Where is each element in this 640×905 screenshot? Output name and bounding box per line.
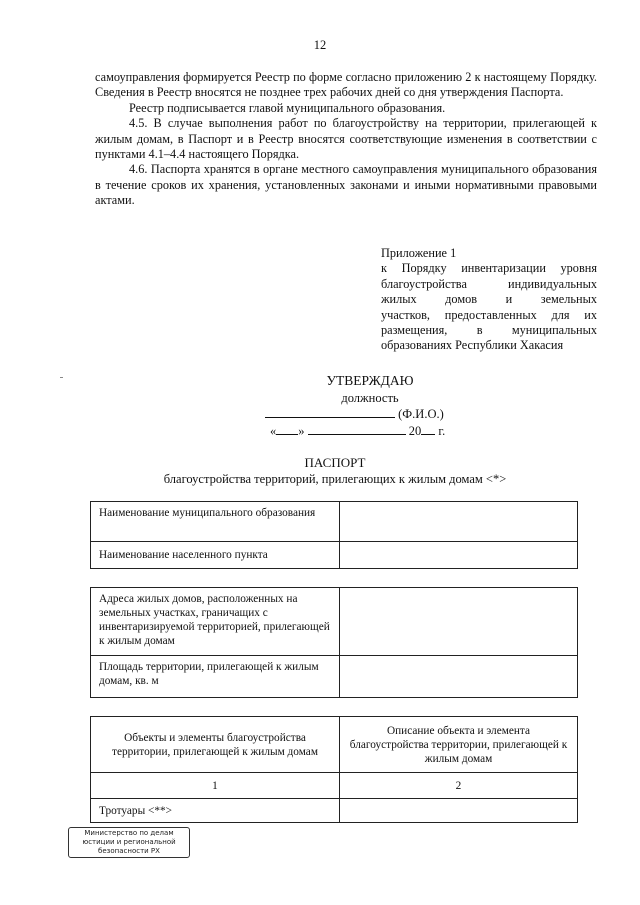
appendix-line: благоустройства индивидуальных <box>381 276 597 291</box>
elements-table <box>90 716 578 823</box>
settlement-value <box>340 542 578 569</box>
column-header-objects: Объекты и элементы благоустройства территории, прилегающей к жилым домам <box>91 717 340 773</box>
appendix-line: размещения, в муниципальных <box>381 323 597 338</box>
paragraph-registry-signing: Реестр подписывается главой муниципального образования. <box>129 100 446 115</box>
appendix-title: Приложение 1 <box>381 246 457 260</box>
stamp-line: безопасности РХ <box>98 847 160 855</box>
signature-blank <box>265 406 395 418</box>
table-cell-label: Адреса жилых домов, расположенных на земельных участках, граничащих с инвентаризируемой территорией, прилегающей к жилым домам <box>91 588 340 656</box>
body-text <box>95 70 597 209</box>
table-row <box>91 542 578 569</box>
month-blank <box>308 423 406 435</box>
column-number: 1 <box>91 773 340 799</box>
table-row <box>91 502 578 542</box>
stamp-line: Министерство по делам <box>84 829 174 837</box>
addresses-value <box>340 588 578 656</box>
appendix-line: к Порядку инвентаризации уровня <box>381 261 597 276</box>
sidewalks-value <box>340 799 578 823</box>
table-cell-label: Наименование населенного пункта <box>91 542 340 569</box>
passport-subtitle: благоустройства территорий, прилегающих к жилым домам <*> <box>163 472 507 486</box>
approval-name-label: (Ф.И.О.) <box>398 407 444 421</box>
table-row <box>91 799 578 823</box>
column-header-description: Описание объекта и элемента благоустройства территории, прилегающей к жилым домам <box>340 717 578 773</box>
year-prefix: 20 <box>408 424 422 438</box>
table-row <box>91 588 578 656</box>
paragraph-4-5: 4.5. В случае выполнения работ по благоустройству на территории, прилегающей к жилым домам, в Паспорт и в Реестр вносятся соответствующие изменения в соответствии с пунктами 4.1–4.4 настоящего Порядка. <box>95 116 597 162</box>
appendix-line: образованиях Республики Хакасия <box>381 338 564 353</box>
scan-mark <box>60 377 63 378</box>
approval-date-line <box>270 423 445 439</box>
date-open-quote: « <box>270 424 277 438</box>
approval-title: УТВЕРЖДАЮ <box>326 373 414 388</box>
paragraph-registry-formation: самоуправления формируется Реестр по форме согласно приложению 2 к настоящему Порядку. Сведения в Реестр вносятся не позднее трех рабочих дней со дня утверждения Паспорта. <box>95 70 597 100</box>
page-number: 12 <box>313 38 327 52</box>
table-row <box>91 656 578 698</box>
stamp-line: юстиции и региональной <box>82 838 176 846</box>
area-value <box>340 656 578 698</box>
appendix-header <box>381 246 597 354</box>
table-number-row <box>91 773 578 799</box>
appendix-line: жилых домов и земельных <box>381 292 597 307</box>
passport-title: ПАСПОРТ <box>304 455 366 470</box>
approval-signature-line <box>265 406 444 422</box>
paragraph-4-6: 4.6. Паспорта хранятся в органе местного самоуправления муниципального образования в течение сроков их хранения, установленных законами и иными нормативными правовыми актами. <box>95 162 597 208</box>
appendix-line: участков, предоставленных для их <box>381 307 597 322</box>
table-header-row <box>91 717 578 773</box>
table-cell-label: Площадь территории, прилегающей к жилым домам, кв. м <box>91 656 340 698</box>
approval-position: должность <box>341 391 399 405</box>
territory-table <box>90 587 578 698</box>
year-blank <box>421 423 435 435</box>
municipality-value <box>340 502 578 542</box>
year-suffix: г. <box>438 424 446 438</box>
day-blank <box>276 423 298 435</box>
row-label-sidewalks: Тротуары <**> <box>91 799 340 823</box>
column-number: 2 <box>340 773 578 799</box>
ministry-stamp <box>68 827 190 858</box>
municipality-table <box>90 501 578 569</box>
date-close-quote: » <box>298 424 305 438</box>
table-cell-label: Наименование муниципального образования <box>91 502 340 542</box>
